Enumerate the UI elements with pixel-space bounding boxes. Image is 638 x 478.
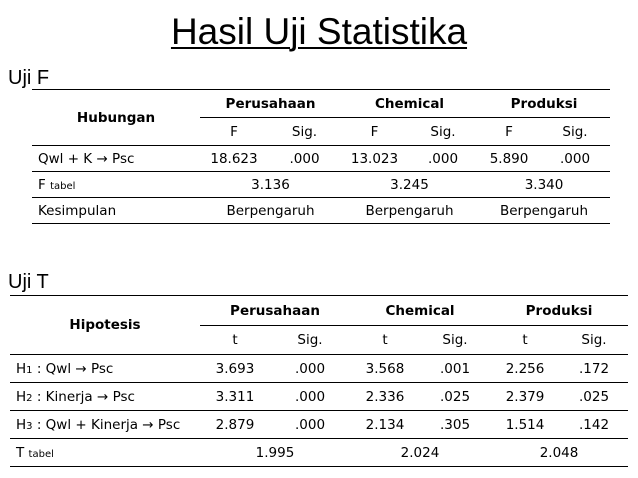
row-label-t-tabel: [10, 439, 200, 467]
f-label: F: [38, 176, 51, 193]
hypothesis-label: [10, 383, 200, 411]
h-text: : Qwl + Kinerja → Psc: [32, 416, 181, 433]
uji-t-table: [10, 295, 628, 467]
cell: 3.693: [200, 355, 270, 383]
cell: .025: [560, 383, 628, 411]
h-number: 3: [26, 420, 33, 432]
subheader-t: t: [490, 326, 560, 355]
cell: Berpengaruh: [341, 198, 478, 224]
cell: .025: [420, 383, 490, 411]
subheader-t: t: [350, 326, 420, 355]
cell: .000: [268, 146, 341, 172]
cell: .000: [270, 411, 350, 439]
tabel-subscript: tabel: [28, 448, 54, 460]
group-header-produksi: Produksi: [478, 90, 610, 118]
cell: 1.995: [200, 439, 350, 467]
h-number: 2: [26, 392, 33, 404]
row-label-f-tabel: [32, 172, 200, 198]
subheader-sig: Sig.: [408, 118, 478, 146]
cell: 2.256: [490, 355, 560, 383]
subheader-sig: Sig.: [560, 326, 628, 355]
cell: 2.879: [200, 411, 270, 439]
cell: .000: [408, 146, 478, 172]
subheader-sig: Sig.: [268, 118, 341, 146]
cell: Berpengaruh: [200, 198, 341, 224]
cell: 5.890: [478, 146, 540, 172]
cell: .142: [560, 411, 628, 439]
cell: .000: [540, 146, 610, 172]
cell: 2.379: [490, 383, 560, 411]
cell: 2.336: [350, 383, 420, 411]
subheader-sig: Sig.: [270, 326, 350, 355]
subheader-sig: Sig.: [420, 326, 490, 355]
col-header-hubungan: Hubungan: [32, 90, 200, 146]
page-title: Hasil Uji Statistika: [170, 11, 468, 52]
group-header-produksi: Produksi: [490, 296, 628, 326]
uji-t-label: Uji T: [8, 271, 49, 293]
cell: 18.623: [200, 146, 268, 172]
hypothesis-label: [10, 411, 200, 439]
cell: 3.568: [350, 355, 420, 383]
cell: .172: [560, 355, 628, 383]
row-label: Qwl + K → Psc: [32, 146, 200, 172]
uji-f-label: Uji F: [8, 67, 50, 89]
cell: 2.134: [350, 411, 420, 439]
h-letter: H: [16, 388, 27, 405]
cell: 3.340: [478, 172, 610, 198]
cell: 2.024: [350, 439, 490, 467]
subheader-t: t: [200, 326, 270, 355]
h-number: 1: [26, 364, 33, 376]
subheader-sig: Sig.: [540, 118, 610, 146]
group-header-perusahaan: Perusahaan: [200, 90, 341, 118]
hypothesis-label: [10, 355, 200, 383]
cell: 3.245: [341, 172, 478, 198]
tabel-subscript: tabel: [50, 180, 76, 192]
h-letter: H: [16, 416, 27, 433]
cell: .000: [270, 383, 350, 411]
cell: .000: [270, 355, 350, 383]
group-header-perusahaan: Perusahaan: [200, 296, 350, 326]
cell: Berpengaruh: [478, 198, 610, 224]
uji-f-table: [32, 89, 610, 224]
h-text: : Kinerja → Psc: [32, 388, 135, 405]
cell: 13.023: [341, 146, 408, 172]
subheader-f: F: [478, 118, 540, 146]
group-header-chemical: Chemical: [350, 296, 490, 326]
t-label: T: [16, 444, 29, 461]
cell: 2.048: [490, 439, 628, 467]
cell: .001: [420, 355, 490, 383]
group-header-chemical: Chemical: [341, 90, 478, 118]
row-label: Kesimpulan: [32, 198, 200, 224]
cell: 3.136: [200, 172, 341, 198]
cell: 1.514: [490, 411, 560, 439]
col-header-hipotesis: Hipotesis: [10, 296, 200, 355]
cell: 3.311: [200, 383, 270, 411]
subheader-f: F: [200, 118, 268, 146]
h-text: : Qwl → Psc: [32, 360, 114, 377]
subheader-f: F: [341, 118, 408, 146]
h-letter: H: [16, 360, 27, 377]
cell: .305: [420, 411, 490, 439]
